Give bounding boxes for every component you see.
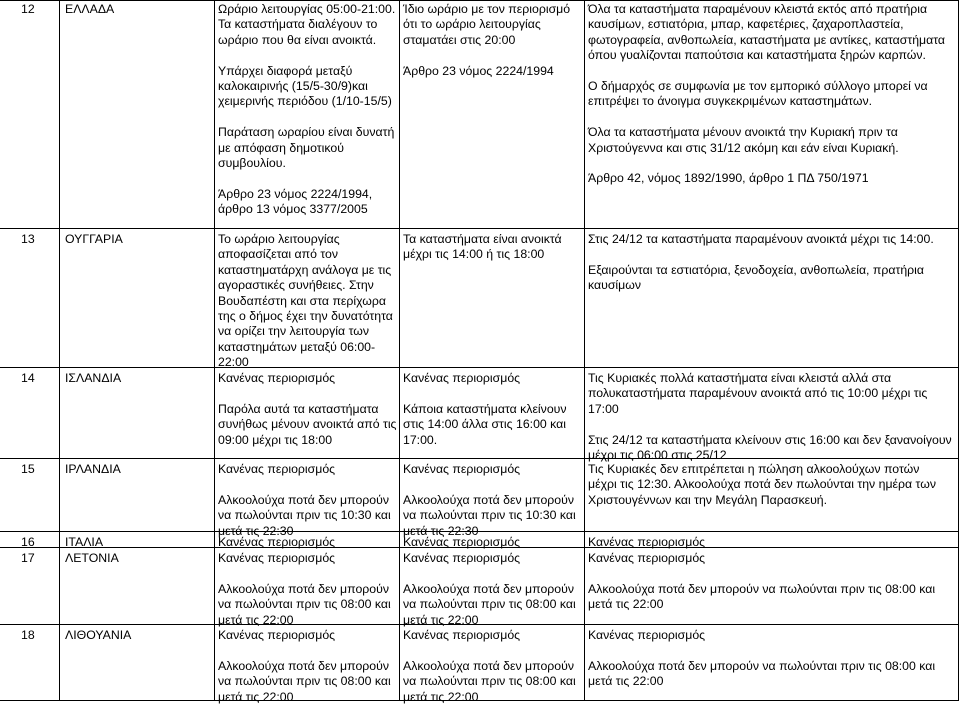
row-divider [0,367,958,368]
paragraph [218,551,391,566]
text-line: Αλκοολούχα ποτά δεν μπορούν να πωλούνται πριν τις 08:00 και [588,581,936,596]
sunday-hours-cell [588,462,936,508]
text-line: Κανένας περιορισμός [218,551,336,565]
text-line: Αλκοολούχα ποτά δεν μπορούν [403,492,574,507]
weekday-hours-cell [218,232,393,371]
text-line: 17:00. [403,432,438,447]
text-line: Αλκοολούχα ποτά δεν μπορούν [218,581,389,596]
paragraph [218,493,391,539]
text-line: μετά τις 22:00 [588,597,664,612]
text-line: Αλκοολούχα ποτά δεν μπορούν [403,581,574,596]
text-line: επιτρέψει το άνοιγμα συγκεκριμένων καταστημάτων. [588,94,873,109]
paragraph [218,371,396,386]
text-line: Παράταση ωραρίου είναι δυνατή [218,125,395,140]
text-line: μέχρι τις 14:00 ή τις 18:00 [403,247,545,262]
paragraph [218,232,393,371]
text-line: Κανένας περιορισμός [218,462,336,476]
text-line: ωράριο που θα είναι ανοικτά. [218,32,377,47]
text-line: αγοραστικές συνήθειες. Στην [218,278,374,293]
column-divider [584,0,585,701]
paragraph [588,433,952,464]
text-line: Κανένας περιορισμός [218,371,336,385]
text-line: μετά τις 22:00 [403,612,479,627]
paragraph [403,628,576,643]
country-name: ΙΤΑΛΙΑ [65,535,104,549]
text-line: σταματάει στις 20:00 [403,32,516,47]
text-line: Αλκοολούχα ποτά δεν μπορούν [218,492,389,507]
row-number: 13 [21,232,35,246]
saturday-hours-cell [403,232,562,263]
weekday-hours-cell [218,462,391,539]
row-number: 16 [21,535,35,549]
text-line: Κάποια καταστήματα κλείνουν [403,401,567,416]
sunday-hours-cell [588,551,935,613]
paragraph [588,535,705,550]
text-line: καλοκαιρινής (15/5-30/9)και [218,79,368,94]
text-line: όπου γυαλίζονται παπούτσια και καταστήματα ξηρών καρπών. [588,48,926,63]
column-divider [399,0,400,701]
text-line: μετά τις 22:30 [403,523,479,538]
row-divider [0,228,958,229]
text-line: Κανένας περιορισμός [403,628,521,642]
paragraph [588,628,935,643]
paragraph [588,171,945,186]
column-divider [59,0,60,701]
text-line: Κανένας περιορισμός [218,628,336,642]
text-line: της ο δήμος έχει την δυνατότητα [218,309,393,324]
text-line: Στις 24/12 τα καταστήματα παραμένουν ανοικτά μέχρι τις 14:00. [588,232,934,246]
country-name: ΙΡΛΑΝΔΙΑ [65,462,121,476]
text-line: Το ωράριο λειτουργίας [218,232,340,246]
text-line: να ορίζει την λειτουργία των [218,324,369,339]
paragraph [588,125,945,156]
paragraph [403,551,576,566]
text-line: Κανένας περιορισμός [218,535,336,549]
row-number: 14 [21,371,35,385]
saturday-hours-cell [403,2,570,79]
text-line: Τα καταστήματα διαλέγουν το [218,17,378,32]
sunday-hours-cell [588,2,945,187]
paragraph [403,535,520,550]
paragraph [218,125,395,171]
text-line: συνήθως μένουν ανοικτά από τις [218,417,397,432]
text-line: Τις Κυριακές πολλά καταστήματα είναι κλειστά αλλά στα [588,371,892,385]
paragraph [403,232,562,263]
text-line: Στις 24/12 τα καταστήματα κλείνουν στις 16:00 και δεν ξανανοίγουν [588,432,952,447]
text-line: μετά τις 22:00 [403,689,479,704]
text-line: Άρθρο 42, νόμος 1892/1990, άρθρο 1 ΠΔ 750/1971 [588,171,869,186]
text-line: καταστηματάρχη ανάλογα με τις [218,262,392,277]
paragraph [588,659,935,690]
text-line: Κανένας περιορισμός [403,535,521,549]
text-line: καταστημάτων μεταξύ 06:00- [218,339,376,354]
text-line: Όλα τα καταστήματα παραμένουν κλειστά εκτός από πρατήρια [588,2,928,16]
text-line: Άρθρο 23 νόμος 2224/1994 [403,63,554,78]
text-line: Κανένας περιορισμός [403,371,521,385]
text-line: Βουδαπέστη και στα περίχωρα [218,293,386,308]
paragraph [588,232,934,247]
paragraph [218,187,395,218]
text-line: 17:00 [588,401,619,416]
paragraph [403,582,576,628]
paragraph [588,582,935,613]
sunday-hours-cell [588,628,935,690]
text-line: 09:00 μέχρι τις 18:00 [218,432,333,447]
text-line: Αλκοολούχα ποτά δεν μπορούν να πωλούνται πριν τις 08:00 και [588,658,936,673]
text-line: ότι το ωράριο λειτουργίας [403,17,541,32]
text-line: Όλα τα καταστήματα μένουν ανοικτά την Κυριακή πριν τα [588,125,898,140]
saturday-hours-cell [403,535,520,550]
paragraph [403,2,570,48]
text-line: καυσίμων [588,278,641,293]
paragraph [218,402,396,448]
paragraph [588,263,934,294]
sunday-hours-cell [588,535,705,550]
weekday-hours-cell [218,371,396,448]
text-line: μέχρι τις 06:00 στις 25/12 [588,448,727,463]
text-line: να πωλούνται πριν τις 10:30 και [403,508,576,523]
weekday-hours-cell [218,551,391,628]
text-line: Κανένας περιορισμός [403,462,521,476]
text-line: με απόφαση δημοτικού [218,140,344,155]
paragraph [403,493,576,539]
country-name: ΛΕΤΟΝΙΑ [65,551,119,565]
text-line: να πωλούνται πριν τις 08:00 και [218,674,391,689]
row-number: 17 [21,551,35,565]
text-line: Άρθρο 23 νόμος 2224/1994, [218,186,373,201]
text-line: να πωλούνται πριν τις 08:00 και [403,597,576,612]
paragraph [218,659,391,705]
paragraph [588,79,945,110]
row-number: 12 [21,2,35,16]
paragraph [403,402,567,448]
text-line: φωτογραφεία, ανθοπωλεία, καταστήματα με αντίκες, καταστήματα [588,32,946,47]
text-line: να πωλούνται πριν τις 08:00 και [403,674,576,689]
text-line: Αλκοολούχα ποτά δεν μπορούν [218,658,389,673]
text-line: χειμερινής περιόδου (1/10-15/5) [218,94,392,109]
saturday-hours-cell [403,628,576,705]
text-line: να πωλούνται πριν τις 10:30 και [218,508,391,523]
paragraph [218,628,391,643]
paragraph [588,551,935,566]
text-line: Ωράριο λειτουργίας 05:00-21:00. [218,2,396,16]
text-line: μετά τις 22:30 [218,523,294,538]
text-line: συμβουλίου. [218,156,286,171]
text-line: Τα καταστήματα είναι ανοικτά [403,232,562,246]
weekday-hours-cell [218,535,335,550]
sunday-hours-cell [588,371,952,463]
paragraph [403,371,567,386]
column-divider [214,0,215,701]
text-line: Ίδιο ωράριο με τον περιορισμό [403,2,571,16]
text-line: Κανένας περιορισμός [588,551,706,565]
country-name: ΛΙΘΟΥΑΝΙΑ [65,628,132,642]
text-line: Τις Κυριακές δεν επιτρέπεται η πώληση αλκοολούχων ποτών [588,462,920,476]
text-line: 22:00 [218,355,249,370]
text-line: Ο δήμαρχός σε συμφωνία με τον εμπορικό σύλλογο μπορεί να [588,79,928,94]
text-line: Χριστουγέννων και την Μεγάλη Παρασκευή. [588,492,828,507]
weekday-hours-cell [218,628,391,705]
paragraph [403,659,576,705]
paragraph [588,462,936,508]
paragraph [588,371,952,417]
paragraph [218,2,395,48]
text-line: Εξαιρούνται τα εστιατόρια, ξενοδοχεία, ανθοπωλεία, πρατήρια [588,262,925,277]
text-line: Κανένας περιορισμός [588,535,706,549]
saturday-hours-cell [403,371,567,448]
text-line: αποφασίζεται από τον [218,247,339,262]
country-name: ΟΥΓΓΑΡΙΑ [65,232,123,246]
text-line: μετά τις 22:00 [588,674,664,689]
saturday-hours-cell [403,462,576,539]
text-line: μετά τις 22:00 [218,612,294,627]
paragraph [218,462,391,477]
saturday-hours-cell [403,551,576,628]
sunday-hours-cell [588,232,934,294]
row-number: 15 [21,462,35,476]
text-line: Κανένας περιορισμός [403,551,521,565]
table-border [0,0,958,1]
country-name: ΙΣΛΑΝΔΙΑ [65,371,122,385]
text-line: πολυκαταστήματα παραμένουν ανοικτά από τις 10:00 μέχρι τις [588,386,928,401]
paragraph [218,582,391,628]
text-line: μετά τις 22:00 [218,689,294,704]
text-line: Αλκοολούχα ποτά δεν μπορούν [403,658,574,673]
paragraph [403,64,570,79]
paragraph [403,462,576,477]
text-line: Κανένας περιορισμός [588,628,706,642]
paragraph [218,64,395,110]
weekday-hours-cell [218,2,395,218]
text-line: Υπάρχει διαφορά μεταξύ [218,63,353,78]
text-line: να πωλούνται πριν τις 08:00 και [218,597,391,612]
paragraph [218,535,335,550]
row-number: 18 [21,628,35,642]
text-line: καυσίμων, εστιατόρια, μπαρ, καφετέριες, ζαχαροπλαστεία, [588,17,904,32]
column-divider [958,0,959,701]
text-line: μέχρι τις 12:30. Αλκοολούχα ποτά δεν πωλούνται την ημέρα των [588,477,936,492]
text-line: στις 14:00 άλλα στις 16:00 και [403,417,567,432]
text-line: άρθρο 13 νόμος 3377/2005 [218,202,368,217]
paragraph [588,2,945,64]
text-line: Παρόλα αυτά τα καταστήματα [218,401,379,416]
text-line: Χριστούγεννα και στις 31/12 ακόμη και εάν είναι Κυριακή. [588,140,899,155]
country-name: ΕΛΛΑΔΑ [65,2,115,16]
